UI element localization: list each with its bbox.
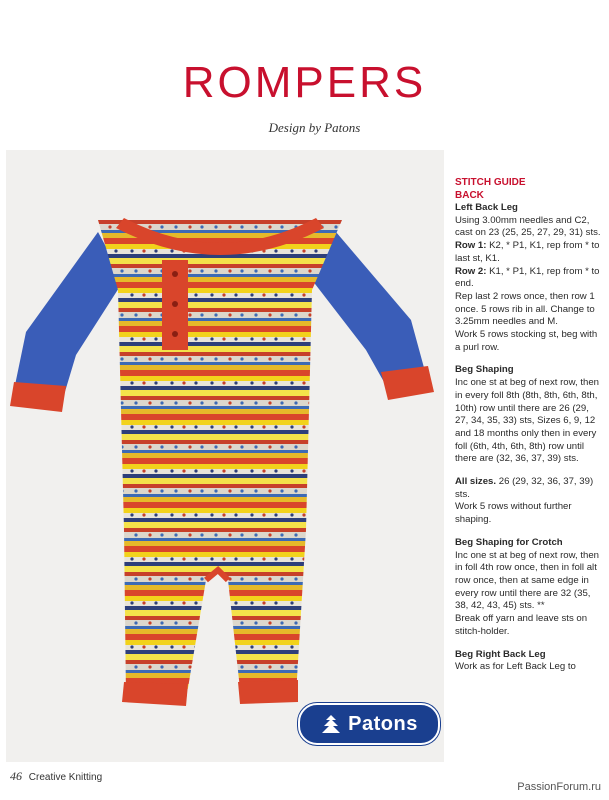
page-footer [10,769,102,784]
right-leg-cuff [238,680,298,704]
rep-instruction: Rep last 2 rows once, then row 1 once. 5 rows rib in all. Change to 3.25mm needles and M. [455,290,595,328]
crotch-break-text: Break off yarn and leave sts on stitch-holder. [455,613,588,637]
all-sizes-work: Work 5 rows without further shaping. [455,501,572,526]
patons-logo-text: Patons [348,712,418,735]
page-title: ROMPERS [182,58,427,107]
left-cuff [10,382,66,412]
stitch-guide-label: STITCH GUIDE [455,177,526,188]
crotch-shaping-heading: Beg Shaping for Crotch [455,536,563,548]
left-back-leg-heading: Left Back Leg [455,202,518,213]
crotch-shaping-text: Inc one st at beg of next row, then in foll 4th row once, then in foll alt row once, then at same edge in every row until there are 32 (35, 38, 42, 43, 45) sts. ** [455,549,599,612]
watermark: PassionForum.ru [517,781,601,793]
patons-logo-mark-icon [320,713,342,735]
magazine-name: Creative Knitting [28,772,103,783]
right-sleeve [312,232,426,382]
romper-photo [6,150,444,762]
work-instruction: Work 5 rows stocking st, beg with a purl row. [455,329,598,353]
patons-logo [298,703,440,745]
left-back-leg-intro: Using 3.00mm needles and C2, cast on 23 (25, 25, 27, 29, 31) sts. [455,214,601,239]
pattern-instructions [455,176,603,674]
right-back-leg-heading: Beg Right Back Leg [455,648,546,660]
beg-shaping-text: Inc one st at beg of next row, then in every foll 8th (8th, 8th, 6th, 8th, 10th) row until there are 26 (29, 27, 34, 35, 33) sts, Sizes 6, 9, 12 and 18 months only then in every foll (6th, 4th, 6th, 8th) row until there are (32, 36, 37, 39) sts. [455,377,599,465]
row-1-instruction: Row 1: K2, * P1, K1, rep from * to last st, K1. [455,240,600,264]
row-2-instruction: Row 2: K1, * P1, K1, rep from * to end. [455,265,600,290]
beg-shaping-heading: Beg Shaping [455,364,514,376]
romper-illustration [6,150,444,762]
right-cuff [381,366,434,400]
left-leg-cuff [122,682,188,706]
left-sleeve [14,232,124,395]
romper-body [98,220,342,700]
back-section-label: BACK [455,190,484,201]
all-sizes-text: All sizes. 26 (29, 32, 36, 37, 39) sts. [455,476,594,500]
designer-byline: Design by Patons [268,120,361,135]
page-number: 46 [10,769,22,783]
right-back-leg-text: Work as for Left Back Leg to [455,661,576,673]
